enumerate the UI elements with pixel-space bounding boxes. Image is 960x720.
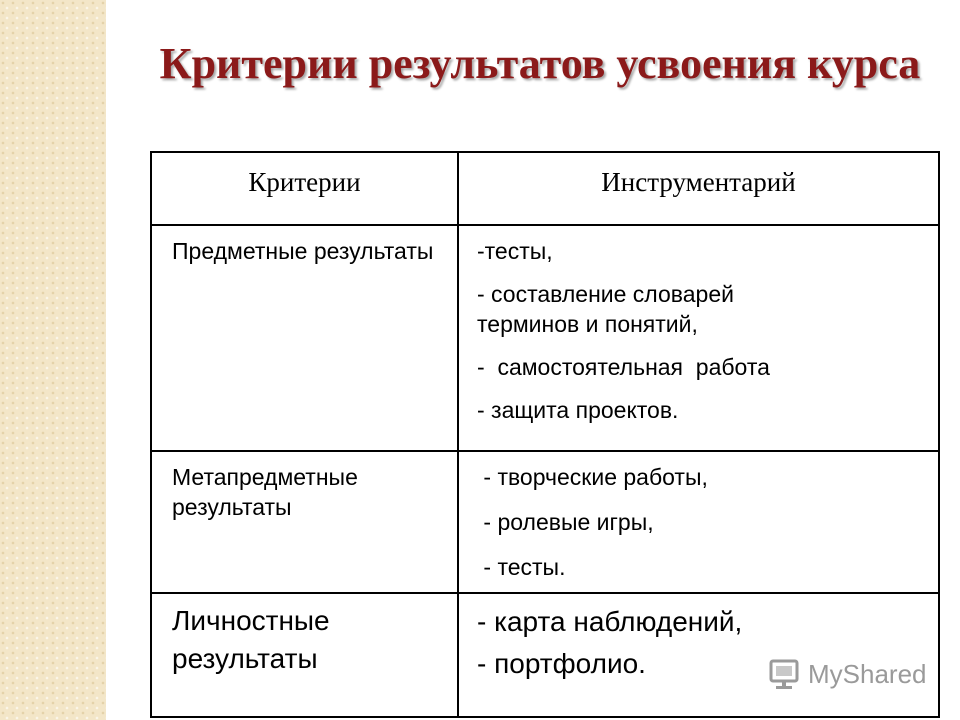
- criterion-text: Предметные результаты: [172, 238, 434, 264]
- table-header-row: [152, 153, 938, 226]
- myshared-logo-icon: [768, 657, 804, 691]
- list-item: - портфолио.: [477, 648, 646, 679]
- criteria-table: [150, 151, 940, 718]
- criterion-cell: [152, 226, 459, 450]
- list-item: - самостоятельная работа: [477, 354, 770, 380]
- table-row: [152, 594, 938, 716]
- tools-cell: [459, 226, 938, 450]
- criterion-cell: [152, 452, 459, 592]
- tools-list: [477, 236, 937, 438]
- myshared-watermark: [768, 656, 927, 692]
- header-cell: [459, 153, 938, 224]
- criterion-text: Метапредметные результаты: [172, 464, 358, 520]
- tools-cell: [459, 452, 938, 592]
- list-item: - тесты.: [477, 554, 566, 580]
- list-item: - творческие работы,: [477, 464, 708, 490]
- tools-list: [477, 462, 937, 597]
- header-tools: Инструментарий: [601, 167, 796, 197]
- list-item: - ролевые игры,: [477, 509, 654, 535]
- slide-title: Критерии результатов усвоения курса: [159, 39, 921, 88]
- list-item: - карта наблюдений,: [477, 606, 743, 637]
- decorative-side-strip: [0, 0, 106, 720]
- table-row: [152, 226, 938, 452]
- criterion-cell: [152, 594, 459, 716]
- list-item: - защита проектов.: [477, 397, 679, 423]
- header-criteria: Критерии: [248, 167, 361, 197]
- table-row: [152, 452, 938, 594]
- watermark-text: MyShared: [808, 658, 927, 689]
- list-item: -тесты,: [477, 238, 553, 264]
- criterion-text: Личностные результаты: [172, 605, 330, 674]
- tools-cell: [459, 594, 938, 716]
- list-item: - составление словарей терминов и понятий,: [477, 281, 734, 337]
- header-cell: [152, 153, 459, 224]
